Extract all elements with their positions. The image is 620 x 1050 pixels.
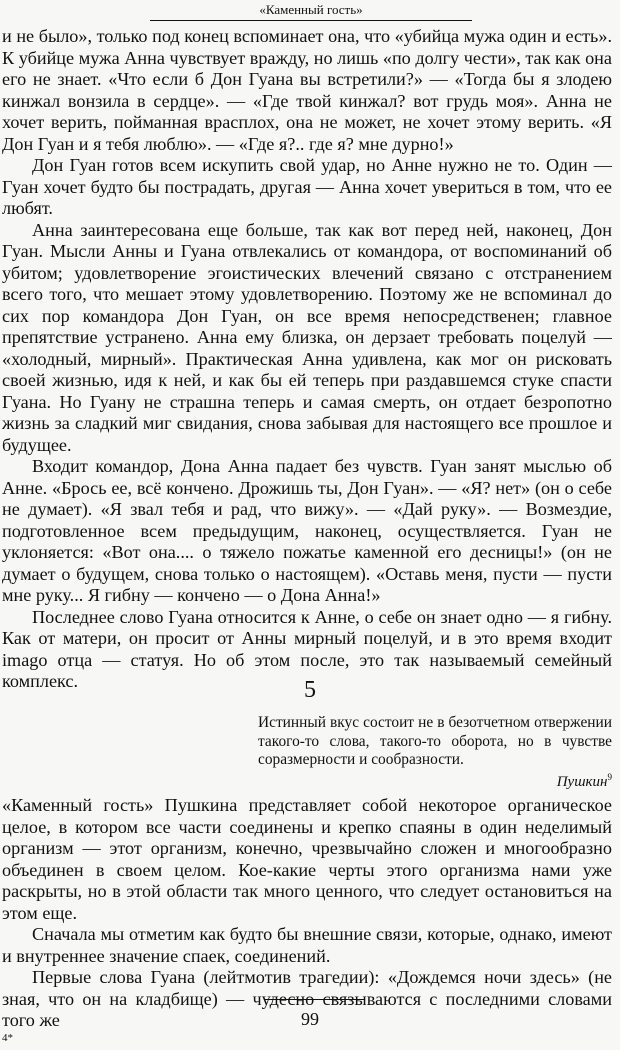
signature-mark: 4* bbox=[2, 1032, 13, 1044]
epigraph-text: Истинный вкус состоит не в безотчетном отвержении такого-то слова, такого-то оборота, но в чувстве соразмерности и сообразности. bbox=[258, 714, 612, 768]
footnote-marker: 9 bbox=[607, 772, 612, 782]
running-header: «Каменный гость» bbox=[150, 2, 472, 21]
paragraph: Сначала мы отметим как будто бы внешние связи, которые, однако, имеют и внутреннее значение спаек, соединений. bbox=[2, 924, 612, 966]
paragraph: Анна заинтересована еще больше, так как вот перед ней, наконец, Дон Гуан. Мысли Анны и Гуана отвлекались от командора, от воспоминаний об убитом; удовлетворение эгоистических влечений связано с отстранением всего того, что мешает этому удовлетворению. Поэтому же не вспоминал до сих пор командора Дон Гуан, он все время непосредственен; главное препятствие устранено. Анна ему близка, он дерзает требовать поцелуй — «холодный, мирный». Практическая Анна удивлена, как мог он рисковать своей жизнью, идя к ней, и как бы ей теперь при раздавшемся стуке спасти Гуана. Но Гуану не страшна теперь и самая смерть, он отдает безропотно жизнь за сладкий миг свидания, снова забывая для настоящего все прошлое и будущее. bbox=[2, 219, 612, 455]
body-text-bottom bbox=[2, 795, 612, 1032]
paragraph: Входит командор, Дона Анна падает без чувств. Гуан занят мыслью об Анне. «Брось ее, всё кончено. Дрожишь ты, Дон Гуан». — «Я? нет» (он о себе не думает). «Я звал тебя и рад, что вижу». — «Дай руку». — Возмездие, подготовленное всем предыдущим, наконец, осуществляется. Гуан не уклоняется: «Вот она.... о тяжело пожатье каменной его десницы!» (он не думает о будущем, снова только о настоящем). «Оставь меня, пусти — пусти мне руку... Я гибну — кончено — о Дона Анна!» bbox=[2, 456, 612, 605]
epigraph-author bbox=[557, 768, 612, 791]
page-number: 99 bbox=[301, 1009, 319, 1029]
body-text-top bbox=[2, 26, 612, 693]
paragraph: и не было», только под конец вспоминает она, что «убийца мужа один и есть». К убийце мужа Анна чувствует вражду, но лишь «по долгу чести», так как она его не знает. «Что если б Дон Гуана вы встретили?» — «Тогда бы я злодею кинжал вонзила в сердце». — «Где твой кинжал? вот грудь моя». Анна не хочет верить, пойманная врасплох, она не может, не хочет этому верить. «Я Дон Гуан и я тебя люблю». — «Где я?.. где я? мне дурно!» bbox=[2, 26, 612, 154]
epigraph-author-name: Пушкин bbox=[556, 774, 608, 790]
section-number: 5 bbox=[304, 677, 316, 703]
paragraph: Дон Гуан готов всем искупить свой удар, но Анне нужно не то. Один — Гуан хочет будто бы пострадать, другая — Анна хочет увериться в том, что ее любят. bbox=[2, 155, 612, 218]
paragraph: «Каменный гость» Пушкина представляет собой некоторое органическое целое, в котором все части соединены и крепко спаяны в один неделимый организм — этот организм, конечно, чрезвычайно сложен и многообразно объединен в своем целом. Кое-какие черты этого организма нами уже раскрыты, но в этой области так много ценного, что следует остановиться на этом еще. bbox=[2, 795, 612, 923]
paragraph: Первые слова Гуана (лейтмотив трагедии): «Дождемся ночи здесь» (не зная, что он на кладбище) — чудесно связываются с последними словами того же bbox=[2, 967, 612, 1030]
paragraph: Последнее слово Гуана относится к Анне, о себе он знает одно — я гибну. Как от матери, он просит от Анны мирный поцелуй, и в это время входит imago отца — статуя. Но об этом после, это так называемый семейный комплекс. bbox=[2, 606, 612, 691]
footer-rule bbox=[264, 999, 364, 1000]
